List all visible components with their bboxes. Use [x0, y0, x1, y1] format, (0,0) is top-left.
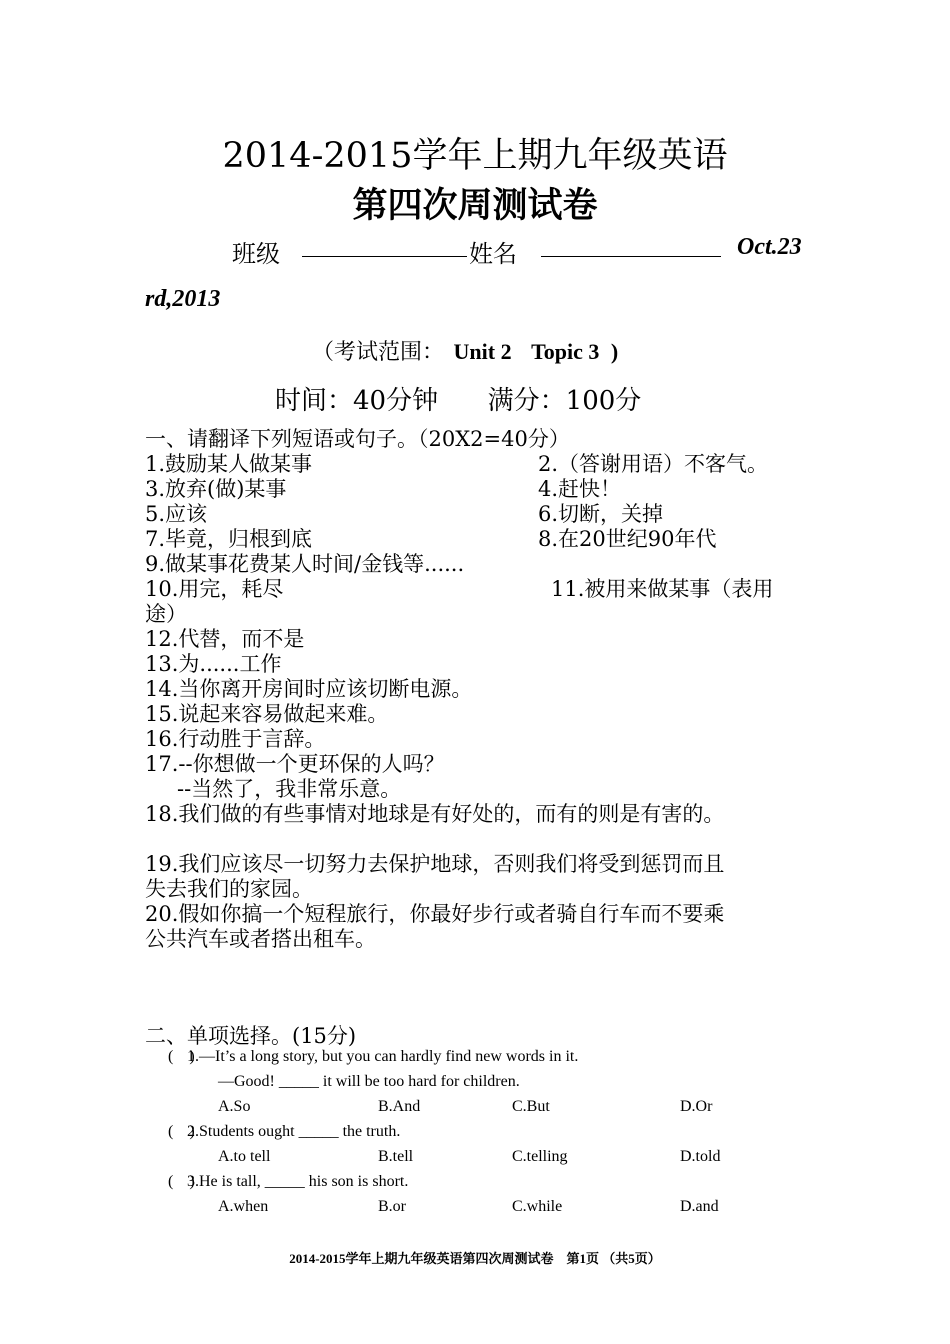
question-5: 5.应该 [145, 502, 208, 526]
exam-title-line1: 2014-2015学年上期九年级英语 [222, 136, 728, 176]
question-11: 11.被用来做某事（表用 [551, 577, 774, 601]
scope-suffix: ) [610, 339, 619, 364]
question-11-continued: 途） [145, 602, 187, 626]
question-15: 15.说起来容易做起来难。 [145, 702, 389, 726]
question-13: 13.为......工作 [145, 652, 282, 676]
date-part1: Oct.23 [737, 234, 802, 260]
mc-question-3-stem: 3.He is tall, _____ his son is short. [187, 1173, 409, 1190]
section2-heading: 二、单项选择。(15分) [145, 1024, 357, 1048]
mc-option: C.But [512, 1098, 550, 1115]
mc-option: A.to tell [218, 1148, 271, 1165]
name-label: 姓名 [469, 240, 517, 268]
question-19: 19.我们应该尽一切努力去保护地球，否则我们将受到惩罚而且 [145, 852, 725, 876]
page-footer: 2014-2015学年上期九年级英语第四次周测试卷 第1页 （共5页） [289, 1251, 661, 1266]
question-17-reply: --当然了，我非常乐意。 [177, 777, 402, 801]
section1-heading: 一、请翻译下列短语或句子。（20X2=40分） [145, 427, 570, 451]
answer-bracket[interactable]: ( ) [168, 1123, 195, 1140]
exam-scope [312, 335, 618, 366]
mc-option: C.telling [512, 1148, 568, 1165]
question-2: 2.（答谢用语）不客气。 [538, 452, 769, 476]
question-18: 18.我们做的有些事情对地球是有好处的，而有的则是有害的。 [145, 802, 725, 826]
name-field[interactable] [541, 238, 721, 262]
mc-question-1-stem: 1.—It’s a long story, but you can hardly find new words in it. [187, 1048, 579, 1065]
question-6: 6.切断，关掉 [538, 502, 664, 526]
mc-option: B.tell [378, 1148, 414, 1165]
time-and-score: 时间：40分钟 满分：100分 [275, 386, 642, 416]
scope-unit: Unit 2 [453, 339, 512, 364]
question-17: 17.--你想做一个更环保的人吗？ [145, 752, 445, 776]
answer-bracket[interactable]: ( ) [168, 1173, 195, 1190]
question-12: 12.代替，而不是 [145, 627, 305, 651]
question-7: 7.毕竟，归根到底 [145, 527, 313, 551]
answer-bracket[interactable]: ( ) [168, 1048, 195, 1065]
scope-topic: Topic 3 [531, 339, 600, 364]
mc-option: A.when [218, 1198, 269, 1215]
question-20: 20.假如你搞一个短程旅行，你最好步行或者骑自行车而不要乘 [145, 902, 725, 926]
question-1: 1.鼓励某人做某事 [145, 452, 313, 476]
exam-title-line2: 第四次周测试卷 [352, 185, 598, 226]
mc-option: C.while [512, 1198, 563, 1215]
date-part2: rd,2013 [145, 286, 221, 312]
question-20-continued: 公共汽车或者搭出租车。 [145, 927, 376, 951]
question-8: 8.在20世纪90年代 [538, 527, 717, 551]
question-4: 4.赶快！ [538, 477, 622, 501]
mc-option: B.And [378, 1098, 421, 1115]
mc-option: D.told [680, 1148, 721, 1165]
mc-question-1-reply: —Good! _____ it will be too hard for children. [218, 1073, 520, 1090]
scope-prefix: （考试范围： [312, 340, 445, 365]
question-10: 10.用完，耗尽 [145, 577, 284, 601]
mc-option: D.and [680, 1198, 719, 1215]
question-9: 9.做某事花费某人时间/金钱等...... [145, 552, 465, 576]
class-label: 班级 [232, 240, 280, 268]
question-19-continued: 失去我们的家园。 [145, 877, 313, 901]
question-14: 14.当你离开房间时应该切断电源。 [145, 677, 473, 701]
class-field[interactable] [302, 238, 467, 262]
question-16: 16.行动胜于言辞。 [145, 727, 326, 751]
mc-option: B.or [378, 1198, 406, 1215]
mc-option: A.So [218, 1098, 251, 1115]
question-3: 3.放弃(做)某事 [145, 477, 287, 501]
mc-question-2-stem: 2.Students ought _____ the truth. [187, 1123, 401, 1140]
mc-option: D.Or [680, 1098, 713, 1115]
